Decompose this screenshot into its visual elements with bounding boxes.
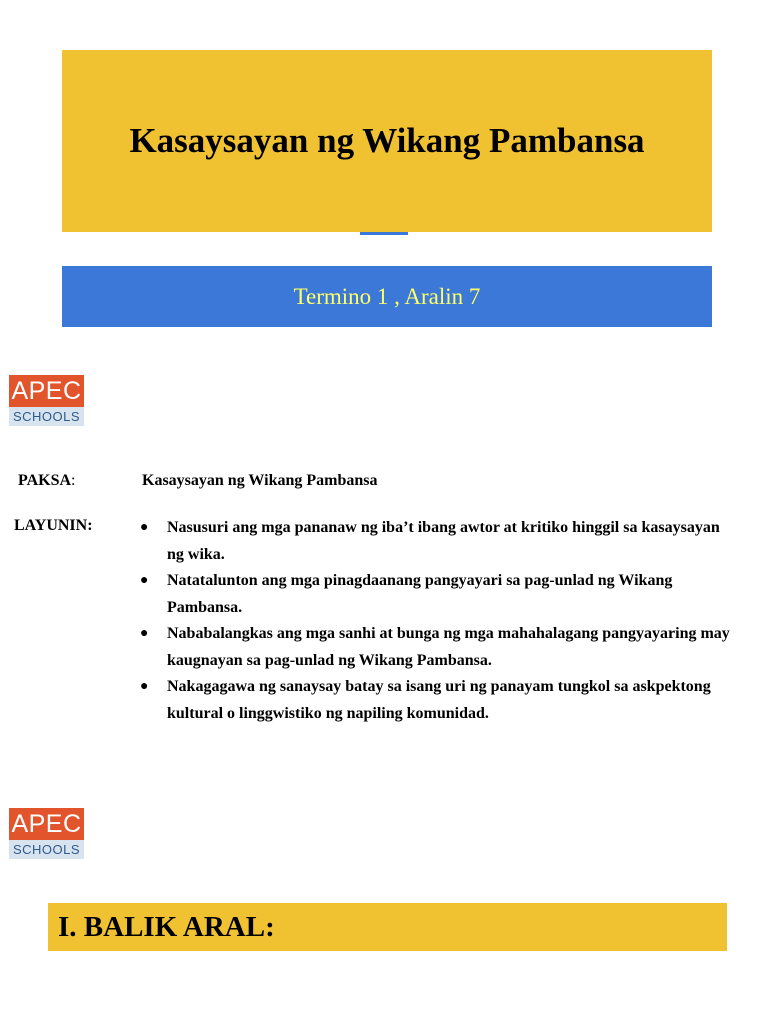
page-title: Kasaysayan ng Wikang Pambansa: [129, 121, 645, 160]
list-item: ● Nasusuri ang mga pananaw ng iba’t ibang awtor at kritiko hinggil sa kasaysayan ng wika.: [140, 515, 730, 568]
apec-schools-logo: [9, 375, 84, 426]
page-subtitle: Termino 1 , Aralin 7: [293, 283, 481, 309]
bullet-icon: ●: [140, 520, 149, 535]
logo-apec-text: APEC: [9, 808, 84, 840]
subtitle-banner: [62, 266, 712, 327]
list-item: ● Nababalangkas ang mga sanhi at bunga ng mga mahahalagang pangyayaring may kaugnayan sa pag-unlad ng Wikang Pambansa.: [140, 621, 730, 674]
section-banner: [48, 903, 727, 951]
bullet-icon: ●: [140, 626, 149, 641]
layunin-label: LAYUNIN:: [14, 517, 93, 534]
apec-schools-logo: [9, 808, 84, 859]
bullet-icon: ●: [140, 679, 149, 694]
section-heading: I. BALIK ARAL:: [58, 910, 275, 943]
paksa-value: Kasaysayan ng Wikang Pambansa: [142, 472, 378, 489]
title-accent-bar: [360, 232, 408, 235]
logo-schools-text: SCHOOLS: [9, 407, 84, 426]
list-item: ● Natatalunton ang mga pinagdaanang pangyayari sa pag-unlad ng Wikang Pambansa.: [140, 568, 730, 621]
objectives-list: [140, 515, 730, 727]
list-item: ● Nakagagawa ng sanaysay batay sa isang uri ng panayam tungkol sa askpektong kultural o linggwistiko ng napiling komunidad.: [140, 674, 730, 727]
paksa-label: PAKSA:: [18, 472, 76, 489]
title-banner: [62, 50, 712, 232]
logo-apec-text: APEC: [9, 375, 84, 407]
logo-schools-text: SCHOOLS: [9, 840, 84, 859]
bullet-icon: ●: [140, 573, 149, 588]
